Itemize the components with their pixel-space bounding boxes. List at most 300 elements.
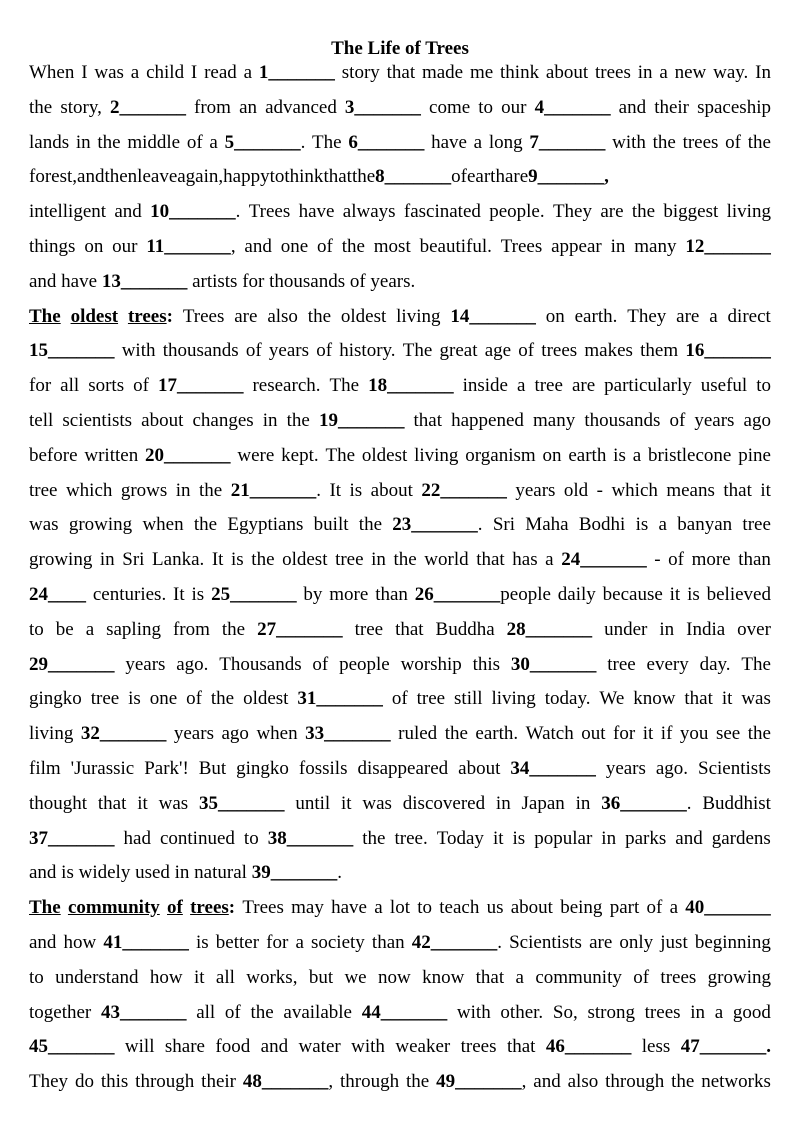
word bbox=[412, 926, 502, 961]
text-fragment: was bbox=[158, 792, 189, 814]
text-line bbox=[29, 613, 771, 648]
word bbox=[374, 230, 411, 265]
word bbox=[675, 822, 702, 857]
text-fragment: a bbox=[669, 897, 678, 919]
text-fragment: the bbox=[193, 514, 218, 536]
blank-field[interactable]: 40_______ bbox=[685, 897, 771, 919]
text-fragment: better bbox=[215, 931, 260, 953]
word bbox=[29, 648, 115, 683]
text-fragment: They bbox=[29, 1071, 69, 1093]
word bbox=[392, 508, 482, 543]
word bbox=[88, 369, 124, 404]
word bbox=[97, 126, 120, 161]
word bbox=[638, 56, 653, 91]
text-fragment: a bbox=[473, 131, 483, 153]
word bbox=[257, 613, 343, 648]
word bbox=[152, 543, 204, 578]
blank-field[interactable]: 26_______ bbox=[414, 583, 501, 605]
word bbox=[199, 474, 222, 509]
text-fragment: growing bbox=[29, 549, 93, 571]
word bbox=[457, 996, 491, 1031]
word bbox=[493, 508, 515, 543]
word bbox=[677, 508, 732, 543]
word bbox=[191, 56, 197, 91]
text-fragment: a bbox=[709, 305, 718, 327]
blank-field[interactable]: 23_______ bbox=[392, 514, 478, 536]
text-fragment: do bbox=[74, 1071, 94, 1093]
text-fragment: always bbox=[342, 201, 396, 223]
blank-field[interactable]: 21_______ bbox=[230, 479, 317, 501]
text-fragment: that bbox=[395, 618, 424, 640]
text-fragment: beginning bbox=[694, 931, 771, 953]
text-line bbox=[29, 439, 771, 474]
word bbox=[666, 474, 715, 509]
word bbox=[633, 961, 649, 996]
text-fragment: part bbox=[609, 897, 640, 919]
word bbox=[243, 682, 288, 717]
word bbox=[659, 56, 667, 91]
blank-field[interactable]: 29_______ bbox=[29, 653, 115, 675]
text-line bbox=[29, 543, 771, 578]
word bbox=[350, 474, 363, 509]
text-fragment: thousands bbox=[584, 409, 661, 431]
word bbox=[29, 961, 44, 996]
text-fragment: . bbox=[300, 131, 306, 153]
word bbox=[398, 717, 437, 752]
word bbox=[351, 1030, 385, 1065]
word bbox=[56, 613, 74, 648]
text-fragment: research. bbox=[252, 375, 321, 397]
text-fragment: from bbox=[194, 96, 231, 118]
word bbox=[733, 996, 771, 1031]
text-fragment: We bbox=[599, 688, 625, 710]
text-fragment: It bbox=[211, 549, 224, 571]
word bbox=[331, 891, 367, 926]
word bbox=[546, 56, 588, 91]
word bbox=[246, 961, 297, 996]
word bbox=[243, 1065, 333, 1100]
blank-field[interactable]: 43_______ bbox=[100, 1001, 187, 1023]
text-fragment: . bbox=[686, 792, 692, 814]
text-fragment: we bbox=[344, 966, 367, 988]
text-fragment: have bbox=[298, 201, 335, 223]
word bbox=[511, 648, 597, 683]
word bbox=[470, 56, 493, 91]
word bbox=[535, 961, 622, 996]
word bbox=[29, 613, 44, 648]
blank-field[interactable]: 3_______ bbox=[344, 96, 421, 118]
word bbox=[553, 996, 578, 1031]
text-fragment: tree bbox=[29, 479, 58, 501]
text-fragment: in bbox=[601, 827, 617, 849]
word bbox=[234, 300, 257, 335]
text-line bbox=[29, 160, 771, 195]
text-fragment: of bbox=[668, 549, 684, 571]
text-fragment: sapling bbox=[106, 618, 161, 640]
blank-field[interactable]: 6_______ bbox=[348, 131, 425, 153]
word bbox=[712, 822, 771, 857]
word bbox=[709, 300, 717, 335]
word bbox=[604, 613, 647, 648]
blank-field[interactable]: 30_______ bbox=[510, 653, 597, 675]
word bbox=[299, 752, 348, 787]
text-fragment: about bbox=[510, 897, 553, 919]
text-fragment: discovered bbox=[402, 792, 486, 814]
word bbox=[656, 752, 688, 787]
text-line bbox=[29, 926, 771, 961]
word bbox=[128, 682, 141, 717]
text-fragment: before bbox=[29, 444, 78, 466]
text-fragment: in bbox=[495, 792, 511, 814]
text-fragment: - bbox=[596, 479, 603, 501]
word bbox=[236, 752, 289, 787]
text-fragment: networks bbox=[701, 1071, 771, 1093]
blank-field[interactable]: 49_______ bbox=[436, 1071, 522, 1093]
word bbox=[436, 1065, 526, 1100]
blank-field[interactable]: 28_______ bbox=[506, 618, 593, 640]
blank-field[interactable]: 22_______ bbox=[421, 479, 507, 501]
word bbox=[167, 891, 183, 926]
word bbox=[755, 56, 771, 91]
text-fragment: of bbox=[669, 409, 686, 431]
word bbox=[702, 787, 771, 822]
word bbox=[619, 91, 646, 126]
text-fragment: us bbox=[486, 897, 504, 919]
word bbox=[371, 543, 386, 578]
text-fragment: continued bbox=[159, 827, 235, 849]
word bbox=[450, 300, 536, 335]
word bbox=[135, 1065, 194, 1100]
text-fragment: weaker bbox=[395, 1036, 451, 1058]
text-fragment: a bbox=[659, 62, 668, 83]
text-fragment: fossils bbox=[298, 757, 348, 779]
word bbox=[670, 578, 681, 613]
text-fragment: are bbox=[600, 201, 624, 223]
word bbox=[29, 439, 78, 474]
word bbox=[738, 543, 771, 578]
word bbox=[159, 787, 189, 822]
text-fragment: Sri bbox=[122, 549, 145, 571]
word bbox=[510, 752, 596, 787]
text-fragment: in bbox=[659, 618, 675, 640]
blank-field[interactable]: 10_______ bbox=[150, 201, 236, 223]
text-fragment: daily bbox=[557, 583, 596, 605]
text-fragment: are bbox=[234, 305, 258, 327]
word bbox=[342, 230, 365, 265]
word bbox=[317, 230, 333, 265]
text-fragment: a bbox=[545, 549, 554, 571]
text-fragment: . bbox=[477, 514, 483, 536]
text-fragment: this bbox=[100, 1071, 129, 1093]
text-fragment: for bbox=[29, 375, 52, 397]
text-fragment: Trees bbox=[248, 201, 291, 223]
word bbox=[201, 1065, 236, 1100]
blank-field[interactable]: 32_______ bbox=[80, 723, 167, 745]
blank-field[interactable]: 38_______ bbox=[267, 827, 354, 849]
word bbox=[29, 56, 74, 91]
word bbox=[252, 369, 320, 404]
word bbox=[670, 891, 678, 926]
text-fragment: through bbox=[605, 1071, 665, 1093]
blank-field[interactable]: 25_______ bbox=[211, 583, 297, 605]
text-fragment: a bbox=[658, 514, 667, 536]
text-fragment: middle bbox=[127, 131, 181, 153]
blank-field[interactable]: 7_______ bbox=[529, 131, 606, 153]
word bbox=[394, 822, 427, 857]
text-fragment: tree bbox=[335, 549, 364, 571]
word bbox=[94, 56, 124, 91]
word bbox=[663, 195, 718, 230]
text-fragment: may bbox=[291, 897, 324, 919]
text-fragment: trees bbox=[644, 1001, 681, 1023]
word bbox=[601, 822, 616, 857]
blank-field[interactable]: 24_______ bbox=[561, 549, 647, 571]
text-fragment: was bbox=[94, 62, 124, 83]
word bbox=[533, 1065, 560, 1100]
blank-field[interactable]: 48_______ bbox=[242, 1071, 329, 1093]
word bbox=[372, 926, 405, 961]
text-fragment: our bbox=[112, 235, 138, 257]
word bbox=[737, 613, 771, 648]
blank-field[interactable]: 14_______ bbox=[450, 305, 536, 327]
blank-field[interactable]: 44_______ bbox=[361, 1001, 448, 1023]
word bbox=[112, 230, 137, 265]
word bbox=[291, 891, 324, 926]
text-fragment: a bbox=[243, 62, 253, 83]
blank-field[interactable]: 4_______ bbox=[534, 96, 611, 118]
blank-field[interactable]: 8_______ bbox=[375, 166, 452, 188]
text-line bbox=[29, 856, 771, 891]
text-fragment: most bbox=[373, 235, 411, 257]
text-fragment: all bbox=[215, 966, 235, 988]
text-fragment: the bbox=[406, 1071, 430, 1093]
text-fragment: and bbox=[29, 931, 57, 953]
blank-field[interactable]: : bbox=[228, 897, 236, 919]
blank-field[interactable]: 27_______ bbox=[257, 618, 343, 640]
text-fragment: their bbox=[654, 96, 690, 118]
text-fragment: again, bbox=[177, 166, 224, 188]
word bbox=[564, 474, 588, 509]
worksheet-page bbox=[29, 34, 771, 1100]
word bbox=[146, 56, 184, 91]
word bbox=[225, 996, 241, 1031]
text-fragment: works, bbox=[246, 966, 298, 988]
blank-field[interactable]: 24____ bbox=[29, 583, 86, 605]
text-fragment: of bbox=[633, 966, 650, 988]
word bbox=[541, 334, 577, 369]
blank-field[interactable]: 41_______ bbox=[103, 931, 189, 953]
word bbox=[708, 961, 771, 996]
text-fragment: in bbox=[637, 62, 653, 83]
word bbox=[244, 230, 271, 265]
text-fragment: Park'! bbox=[144, 757, 189, 779]
word bbox=[576, 787, 591, 822]
blank-field[interactable]: 17_______ bbox=[157, 375, 244, 397]
text-fragment: just bbox=[660, 931, 688, 953]
word bbox=[192, 404, 253, 439]
text-fragment: India bbox=[686, 618, 726, 640]
text-fragment: . bbox=[235, 201, 241, 223]
blank-field[interactable]: 42_______ bbox=[411, 931, 498, 953]
text-fragment: happened bbox=[451, 409, 524, 431]
text-fragment: it bbox=[193, 966, 205, 988]
text-fragment: their bbox=[201, 1071, 236, 1093]
blank-field[interactable]: 20_______ bbox=[145, 444, 231, 466]
text-fragment: parks bbox=[625, 827, 667, 849]
blank-field[interactable]: 9_______, bbox=[528, 166, 609, 188]
text-fragment: advanced bbox=[265, 96, 337, 118]
text-fragment: the bbox=[652, 131, 676, 153]
blank-field[interactable]: 37_______ bbox=[29, 827, 115, 849]
word bbox=[390, 891, 410, 926]
blank-field[interactable]: 13_______ bbox=[101, 270, 188, 292]
word bbox=[525, 508, 568, 543]
word bbox=[158, 369, 244, 404]
text-segment: . bbox=[337, 862, 342, 884]
word bbox=[632, 195, 655, 230]
text-fragment: gingko bbox=[29, 688, 82, 710]
text-fragment: how bbox=[63, 931, 97, 953]
word bbox=[561, 543, 647, 578]
text-fragment: trees bbox=[660, 966, 697, 988]
text-fragment: a bbox=[209, 131, 218, 153]
word bbox=[606, 752, 646, 787]
word bbox=[648, 439, 731, 474]
word bbox=[683, 126, 719, 161]
word bbox=[160, 822, 235, 857]
word bbox=[611, 474, 657, 509]
word bbox=[511, 891, 553, 926]
blank-field[interactable]: 19_______ bbox=[318, 409, 405, 431]
word bbox=[612, 126, 646, 161]
blank-field[interactable]: 2_______ bbox=[109, 96, 186, 118]
word bbox=[474, 126, 482, 161]
word bbox=[29, 474, 57, 509]
text-fragment: intelligent bbox=[29, 201, 107, 223]
text-fragment: oldest bbox=[282, 549, 328, 571]
word bbox=[625, 822, 666, 857]
word bbox=[507, 1030, 536, 1065]
word bbox=[589, 926, 612, 961]
text-fragment: society bbox=[310, 931, 365, 953]
blank-field[interactable]: 35_______ bbox=[199, 792, 285, 814]
text-fragment: 'Jurassic bbox=[70, 757, 135, 779]
blank-field[interactable]: 33_______ bbox=[305, 723, 391, 745]
text-fragment: it bbox=[137, 792, 148, 814]
blank-field[interactable]: : bbox=[166, 305, 173, 327]
word bbox=[546, 1030, 632, 1065]
text-fragment: of bbox=[518, 340, 535, 362]
blank-field[interactable]: 18_______ bbox=[368, 375, 454, 397]
word bbox=[341, 787, 352, 822]
blank-field[interactable]: 39_______ bbox=[251, 862, 338, 884]
word bbox=[692, 543, 731, 578]
word bbox=[29, 195, 106, 230]
word bbox=[106, 613, 161, 648]
word bbox=[319, 404, 405, 439]
word bbox=[98, 787, 127, 822]
word bbox=[701, 1065, 771, 1100]
blank-field[interactable]: 16_______ bbox=[685, 340, 771, 362]
word bbox=[698, 752, 771, 787]
passage-text bbox=[29, 56, 771, 1100]
word bbox=[71, 300, 119, 335]
word bbox=[396, 300, 440, 335]
word bbox=[101, 1065, 128, 1100]
text-fragment: , bbox=[521, 1071, 527, 1093]
text-fragment: is bbox=[349, 479, 363, 501]
blank-field[interactable]: 34_______ bbox=[510, 757, 596, 779]
text-fragment: strong bbox=[587, 1001, 635, 1023]
word bbox=[653, 126, 676, 161]
text-fragment: the bbox=[199, 479, 223, 501]
text-fragment: film bbox=[29, 757, 61, 779]
text-fragment: thousands bbox=[162, 340, 239, 362]
blank-field[interactable]: 45_______ bbox=[29, 1036, 115, 1058]
word bbox=[533, 404, 575, 439]
word bbox=[543, 439, 562, 474]
text-fragment: which bbox=[65, 479, 113, 501]
text-fragment: the bbox=[444, 723, 468, 745]
word bbox=[680, 717, 709, 752]
blank-field[interactable]: 11_______ bbox=[146, 235, 231, 257]
word bbox=[599, 682, 624, 717]
word bbox=[137, 787, 148, 822]
word bbox=[281, 439, 318, 474]
blank-field[interactable]: 12_______ bbox=[685, 235, 771, 257]
blank-field[interactable]: 36_______ bbox=[601, 792, 687, 814]
word bbox=[29, 334, 115, 369]
text-fragment: built bbox=[313, 514, 349, 536]
blank-field[interactable]: 5_______ bbox=[224, 131, 301, 153]
blank-field[interactable]: 1_______ bbox=[258, 62, 335, 83]
word bbox=[165, 1030, 205, 1065]
blank-field[interactable]: 46_______ bbox=[545, 1036, 632, 1058]
word bbox=[29, 578, 86, 613]
text-fragment: one bbox=[149, 688, 178, 710]
text-fragment: . bbox=[497, 931, 502, 953]
word bbox=[493, 822, 504, 857]
text-fragment: also bbox=[567, 1071, 599, 1093]
text-fragment: one bbox=[280, 235, 309, 257]
text-fragment: about bbox=[141, 409, 184, 431]
text-fragment: and bbox=[675, 827, 703, 849]
blank-field[interactable]: 15_______ bbox=[29, 340, 115, 362]
word bbox=[246, 334, 262, 369]
word bbox=[295, 787, 330, 822]
text-fragment: was bbox=[741, 688, 771, 710]
blank-field[interactable]: 31_______ bbox=[297, 688, 383, 710]
text-fragment: the bbox=[358, 514, 383, 536]
word bbox=[311, 926, 365, 961]
word bbox=[545, 682, 591, 717]
word bbox=[568, 439, 606, 474]
text-fragment: other. bbox=[500, 1001, 544, 1023]
word bbox=[131, 56, 139, 91]
section-heading: trees bbox=[127, 305, 167, 327]
text-fragment: Trees bbox=[242, 897, 284, 919]
text-line bbox=[29, 787, 771, 822]
text-fragment: the bbox=[221, 618, 246, 640]
text-fragment: old bbox=[563, 479, 589, 501]
word bbox=[572, 369, 595, 404]
text-fragment: out bbox=[581, 723, 606, 745]
word bbox=[748, 717, 771, 752]
text-fragment: to bbox=[269, 166, 285, 188]
text-fragment: every bbox=[646, 653, 689, 675]
word bbox=[587, 996, 635, 1031]
blank-field[interactable]: 47_______. bbox=[680, 1036, 771, 1058]
